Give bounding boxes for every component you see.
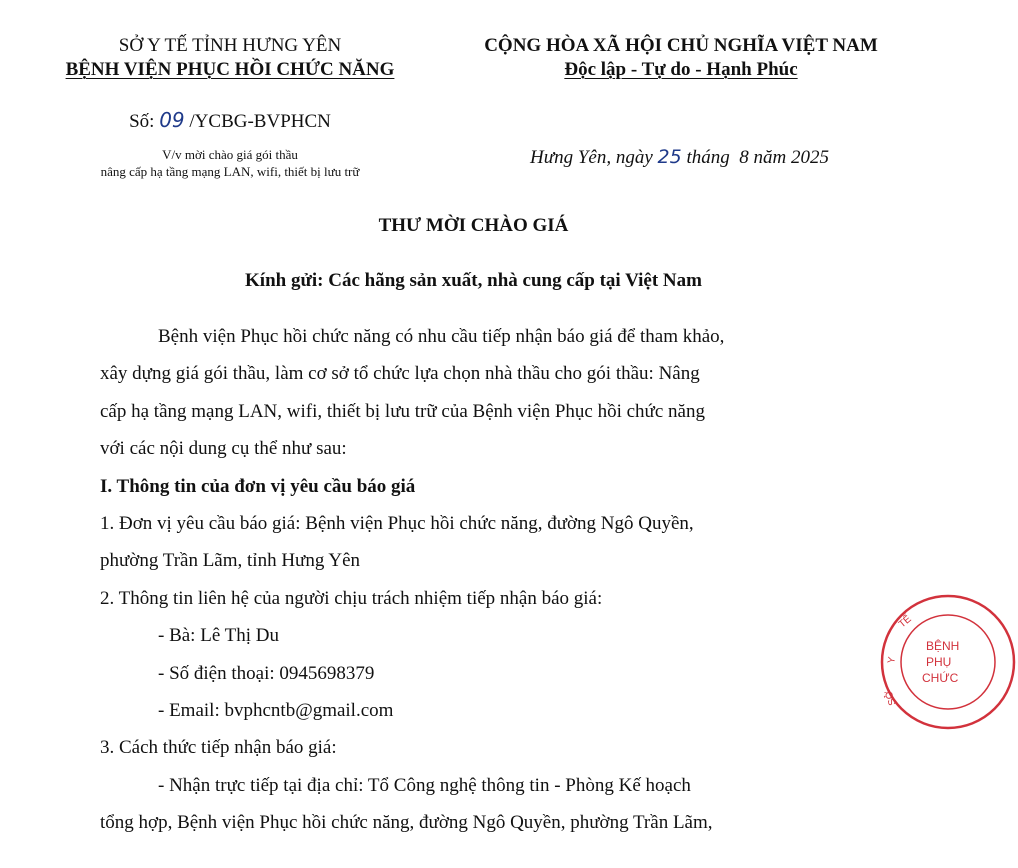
section-heading-1: I. Thông tin của đơn vị yêu cầu báo giá — [100, 475, 416, 497]
motto-slogan: Độc lập - Tự do - Hạnh Phúc — [564, 59, 798, 80]
greeting: Kính gửi: Các hãng sản xuất, nhà cung cấp tại Việt Nam — [245, 270, 702, 291]
item-3a-line-2: tổng hợp, Bệnh viện Phục hồi chức năng, đường Ngô Quyền, phường Trần Lãm, — [100, 812, 713, 834]
intro-line-1: Bệnh viện Phục hồi chức năng có nhu cầu tiếp nhận báo giá để tham khảo, — [158, 326, 725, 347]
svg-text:PHỤ: PHỤ — [926, 655, 952, 669]
svg-text:Y: Y — [886, 656, 899, 665]
document-title: THƯ MỜI CHÀO GIÁ — [378, 215, 569, 236]
item-3a-line-1: - Nhận trực tiếp tại địa chỉ: Tổ Công nghệ thông tin - Phòng Kế hoạch — [158, 774, 691, 796]
item-2: 2. Thông tin liên hệ của người chịu trách nhiệm tiếp nhận báo giá: — [100, 587, 603, 609]
svg-text:SỞ: SỞ — [883, 688, 899, 707]
document-number — [40, 108, 420, 133]
intro-line-4: với các nội dung cụ thể như sau: — [100, 438, 347, 460]
contact-name: - Bà: Lê Thị Du — [158, 625, 280, 647]
issuer-department: SỞ Y TẾ TỈNH HƯNG YÊN — [118, 35, 342, 56]
issuer-hospital: BỆNH VIỆN PHỤC HỒI CHỨC NĂNG — [65, 59, 395, 80]
date-day-handwritten: 25 — [657, 146, 682, 168]
svg-text:BỆNH: BỆNH — [926, 639, 960, 653]
doc-number-suffix: /YCBG-BVPHCN — [189, 111, 331, 132]
motto-country: CỘNG HÒA XÃ HỘI CHỦ NGHĨA VIỆT NAM — [484, 35, 878, 56]
subject-line-1: V/v mời chào giá gói thầu — [162, 147, 298, 162]
document-body — [100, 318, 852, 842]
item-3: 3. Cách thức tiếp nhận báo giá: — [100, 737, 337, 759]
issuer-header — [40, 34, 420, 82]
doc-number-prefix: Số: — [129, 111, 155, 132]
item-1-line-1: 1. Đơn vị yêu cầu báo giá: Bệnh viện Phục hồi chức năng, đường Ngô Quyền, — [100, 513, 694, 535]
svg-text:CHỨC: CHỨC — [922, 671, 959, 685]
item-1-line-2: phường Trần Lãm, tỉnh Hưng Yên — [100, 550, 361, 572]
official-seal — [878, 592, 1018, 732]
national-motto — [436, 34, 926, 82]
contact-phone: - Số điện thoại: 0945698379 — [158, 662, 375, 684]
date-prefix: Hưng Yên, ngày — [530, 147, 653, 168]
intro-line-2: xây dựng giá gói thầu, làm cơ sở tổ chức lựa chọn nhà thầu cho gói thầu: Nâng — [100, 363, 700, 385]
date-month-year: tháng 8 năm 2025 — [686, 147, 829, 168]
document-subject — [40, 146, 420, 180]
svg-text:TẾ: TẾ — [896, 613, 914, 631]
contact-email: - Email: bvphcntb@gmail.com — [158, 700, 394, 722]
document-date — [530, 146, 829, 169]
intro-line-3: cấp hạ tầng mạng LAN, wifi, thiết bị lưu trữ của Bệnh viện Phục hồi chức năng — [100, 400, 705, 422]
doc-number-handwritten: 09 — [159, 108, 185, 132]
subject-line-2: nâng cấp hạ tầng mạng LAN, wifi, thiết bị lưu trữ — [100, 164, 360, 179]
